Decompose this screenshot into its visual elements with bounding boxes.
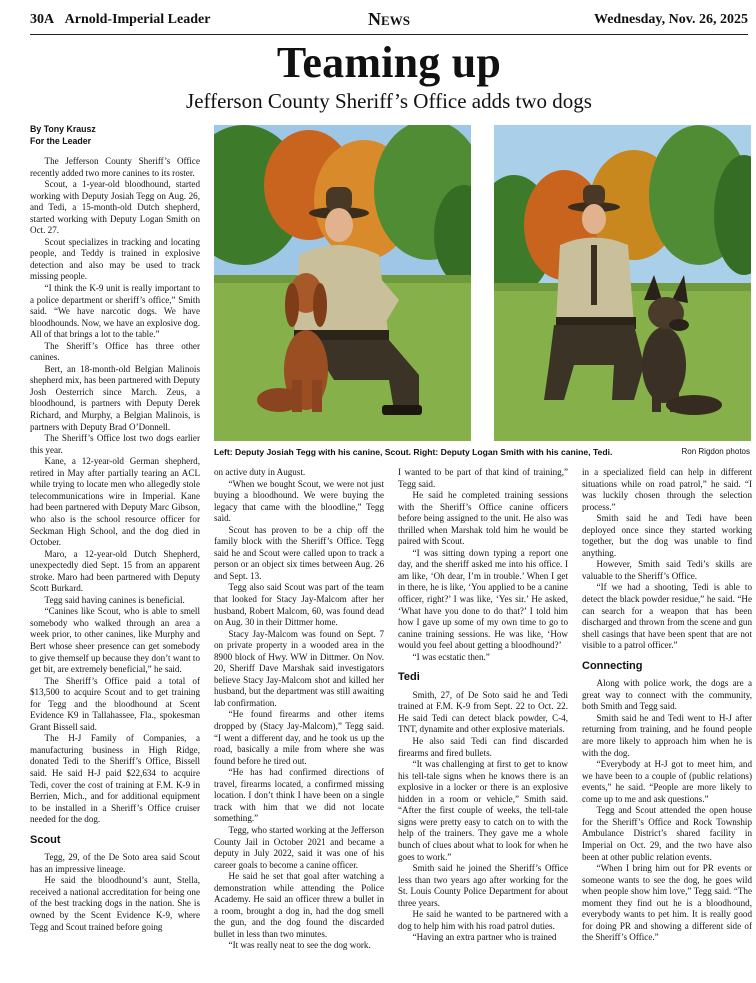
paragraph: Maro, a 12-year-old Dutch Shepherd, unexpectedly died Sept. 15 from an apparent stroke. Maro had been partnered with Deputy Scott Burkard.	[30, 548, 200, 594]
paragraph: The Sheriff’s Office lost two dogs earlier this year.	[30, 433, 200, 455]
photo-deputy-smith-tedi	[494, 125, 751, 441]
paragraph: “He found firearms and other items dropped by (Stacy Jay-Malcom),” Tegg said. “I went a different day, and he took us up the road, basically a mile from where she was found before he tired out.	[214, 709, 384, 766]
paragraph: Tegg also said Scout was part of the team that looked for Stacy Jay-Malcom after her husband, Robert Malcom, 60, was found dead on Aug. 30 in their Dittmer home.	[214, 582, 384, 628]
paragraph: However, Smith said Tedi’s skills are valuable to the Sheriff’s Office.	[582, 559, 752, 581]
article-column-4	[582, 467, 752, 979]
paragraph: “It was challenging at first to get to know his tell-tale signs when he knows there is an explosive in a locker or there is an explosive hidden in a room or vehicle,” Smith said. “After the first couple of weeks, the tell-tale signs were pretty easy to catch on to with the help of the trainers. They gave me a whole bunch of clues about what to look for when he goes to work.”	[398, 759, 568, 862]
page-folio	[30, 8, 748, 34]
paragraph: Smith said he and Tedi went to H-J after returning from training, and he found people are more likely to approach him when he is with the dog.	[582, 712, 752, 758]
paragraph: He also said Tedi can find discarded firearms and fired bullets.	[398, 736, 568, 758]
paragraph: “When I bring him out for PR events or someone wants to see the dog, he goes wild when people show him love,” Tegg said. “The moment they find out he is a bloodhound, everybody wants to pet him. It is really good for doing PR and showing a different side of the Sheriff’s Office.”	[582, 863, 752, 943]
paragraph: Kane, a 12-year-old German shepherd, retired in May after partially tearing an ACL while trying to locate men who allegedly stole telecommunications wire in Imperial. Kane had been partnered with Deputy Marc Gibson, who also is the school resource officer for Seckman High School, and the dog died in October.	[30, 456, 200, 548]
byline-affiliation: For the Leader	[30, 135, 92, 146]
byline-author: By Tony Krausz	[30, 124, 96, 134]
paragraph: “I was sitting down typing a report one day, and the sheriff asked me into his office. I am like, ‘Oh dear, I’m in trouble.’ When I get in there, he is like, ‘You applied to be a canine officer, right?’ I was like, ‘Yes sir.’ He asked, ‘What have you done to do that?’ I told him how I gave up some of my own time to go to canine training sessions. He was like, ‘How would you feel about getting a bloodhound?’	[398, 547, 568, 651]
paragraph: “Canines like Scout, who is able to smell somebody who walked through an area a week prior, to other canines, like Murphy and Bert whose sheer presence can get somebody to give themself up because they don’t want to get bit, are extremely beneficial,” he said.	[30, 606, 200, 675]
subhead-scout: Scout	[30, 833, 61, 846]
headline: Teaming up	[276, 38, 502, 87]
article-column-1	[30, 124, 200, 979]
paragraph: “I think the K-9 unit is really important to a police department or sheriff’s office,” Smith said. “We have narcotic dogs. We have bloodhounds. Now, we have an explosive dog. All of that brings a lot to the table.”	[30, 283, 200, 340]
page-number: 30A	[30, 12, 55, 27]
paragraph: He said he completed training sessions with the Sheriff’s Office canine officers before being assigned to the unit. He also was thrilled when Marshak told him he would be paired with Scout.	[398, 490, 568, 547]
paragraph: Tegg, 29, of the De Soto area said Scout has an impressive lineage.	[30, 852, 200, 874]
photo-illustration-left	[214, 125, 471, 441]
photo-illustration-right	[494, 125, 751, 441]
paragraph: The H-J Family of Companies, a manufacturing business in High Ridge, donated Tedi to the Sheriff’s Office, Bissell said. He said H-J paid $22,634 to acquire Tedi, cover the cost of training at F.M. K-9 in Berrien, Mich., and for additional equipment to be installed in a Sheriff’s Office cruiser needed for the dog.	[30, 733, 200, 825]
byline	[30, 124, 200, 147]
paragraph: The Jefferson County Sheriff’s Office recently added two more canines to its roster.	[30, 156, 200, 178]
paragraph: “He has had confirmed directions of travel, firearms located, a confirmed missing location. I don’t think I have been on a single track with him that we did not locate something.”	[214, 767, 384, 824]
issue-date: Wednesday, Nov. 26, 2025	[593, 12, 748, 27]
section-name: News	[368, 9, 410, 29]
paragraph: Smith said he and Tedi have been deployed once since they started working together, but the dog was unable to find anything.	[582, 513, 752, 558]
photo-credit: Ron Rigdon photos	[681, 447, 750, 456]
paragraph: Bert, an 18-month-old Belgian Malinois shepherd mix, has been partnered with Deputy Josh Oesterrich since March. Zeus, a bloodhound, is partners with Deputy Derek Richard, and Murphy, a Belgian Malinois, is partners with Deputy Brad O’Donnell.	[30, 363, 200, 432]
article-column-2	[214, 467, 384, 979]
paragraph: on active duty in August.	[214, 467, 306, 477]
paragraph: The Sheriff’s Office paid a total of $13,500 to acquire Scout and to get training for Tegg and the bloodhound at Scent Evidence K9 in Tallahassee, Fla., spokesman Grant Bissell said.	[30, 675, 200, 732]
paragraph: Stacy Jay-Malcom was found on Sept. 7 on private property in a wooded area in the 8900 block of Hwy. WW in Dittmer. On Nov. 20, Sheriff Dave Marshak said investigators believe Stacy Jay-Malcom shot and killed her husband, but the department was still awaiting lab confirmation.	[214, 628, 384, 708]
photo-caption: Left: Deputy Josiah Tegg with his canine, Scout. Right: Deputy Logan Smith with his canine, Tedi.	[214, 447, 613, 457]
subhead-connecting: Connecting	[582, 659, 643, 672]
paper-name: Arnold-Imperial Leader	[64, 12, 211, 27]
paragraph: “If we had a shooting, Tedi is able to detect the black powder residue,” he said. “He can search for a weapon that has been discharged and thrown from the scene and gun shell casings that have been spent that are not visible to a patrol officer.”	[582, 582, 752, 651]
paragraph: Tegg and Scout attended the open house for the Sheriff’s Office and Rock Township Ambulance District’s shared facility in Imperial on Oct. 29, and the two have also been at other public relation events.	[582, 805, 752, 862]
paragraph: “I was ecstatic then.”	[412, 651, 490, 662]
article-column-3	[398, 467, 568, 979]
paragraph: “Having an extra partner who is trained	[412, 932, 557, 943]
paragraph: Scout, a 1-year-old bloodhound, started working with Deputy Josiah Tegg on Aug. 26, and Tedi, a 15-month-old Dutch shepherd, started working with Deputy Logan Smith on Oct. 27.	[30, 179, 200, 236]
paragraph: Scout specializes in tracking and locating people, and Teddy is trained in explosive detection and also may be used to track missing people.	[30, 236, 200, 282]
paragraph: Tegg said having canines is beneficial.	[44, 594, 185, 605]
paragraph: Scout has proven to be a chip off the family block with the Sheriff’s Office. Tegg said he and Scout were called upon to track a person or an object six times between Aug. 26 and Sept. 13.	[214, 524, 384, 581]
paragraph: “Everybody at H-J got to meet him, and we have been to a couple of (public relations) events,” he said. “People are more likely to come up to me and ask questions.”	[582, 759, 752, 804]
subhead-tedi: Tedi	[398, 671, 420, 684]
paragraph: “It was really neat to see the dog work.	[228, 940, 371, 951]
paragraph: “When we bought Scout, we were not just buying a bloodhound. We were buying the legacy that came with the bloodline,” Tegg said.	[214, 478, 384, 524]
subheadline: Jefferson County Sheriff’s Office adds two dogs	[186, 89, 592, 113]
paragraph: Along with police work, the dogs are a great way to connect with the community, both Smith and Tegg said.	[582, 678, 752, 712]
paragraph: The Sheriff’s Office has three other canines.	[30, 340, 200, 363]
paragraph: I wanted to be part of that kind of training,” Tegg said.	[398, 467, 568, 489]
paragraph: in a specialized field can help in different situations while on road patrol,” he said. “I was luckily chosen through the selection process.”	[582, 467, 752, 512]
paragraph: He said he set that goal after watching a demonstration while attending the Police Academy. He said an officer threw a bullet in a room, brought a dog in, had the dog smell the gun, and the dog found the discarded bullet in less than two minutes.	[214, 871, 384, 939]
photo-deputy-tegg-scout	[214, 125, 471, 441]
folio-rule	[30, 34, 748, 35]
paragraph: Smith said he joined the Sheriff’s Office less than two years ago after working for the St. Louis County Police Department for about three years.	[398, 863, 568, 908]
paragraph: He said he wanted to be partnered with a dog to help him with his road patrol duties.	[398, 909, 568, 931]
paragraph: Tegg, who started working at the Jefferson County Jail in October 2021 and became a deputy in July 2022, said it was one of his career goals to become a canine officer.	[214, 824, 384, 870]
paragraph: Smith, 27, of De Soto said he and Tedi trained at F.M. K-9 from Sept. 22 to Oct. 22. He said Tedi can detect black powder, C-4, TNT, dynamite and other explosive materials.	[398, 689, 568, 735]
paragraph: He said the bloodhound’s aunt, Stella, received a national accreditation for being one of the best tracking dogs in the nation. She is owned by the Scent Evidence K-9, where Tegg and Scout trained before going	[30, 875, 200, 932]
